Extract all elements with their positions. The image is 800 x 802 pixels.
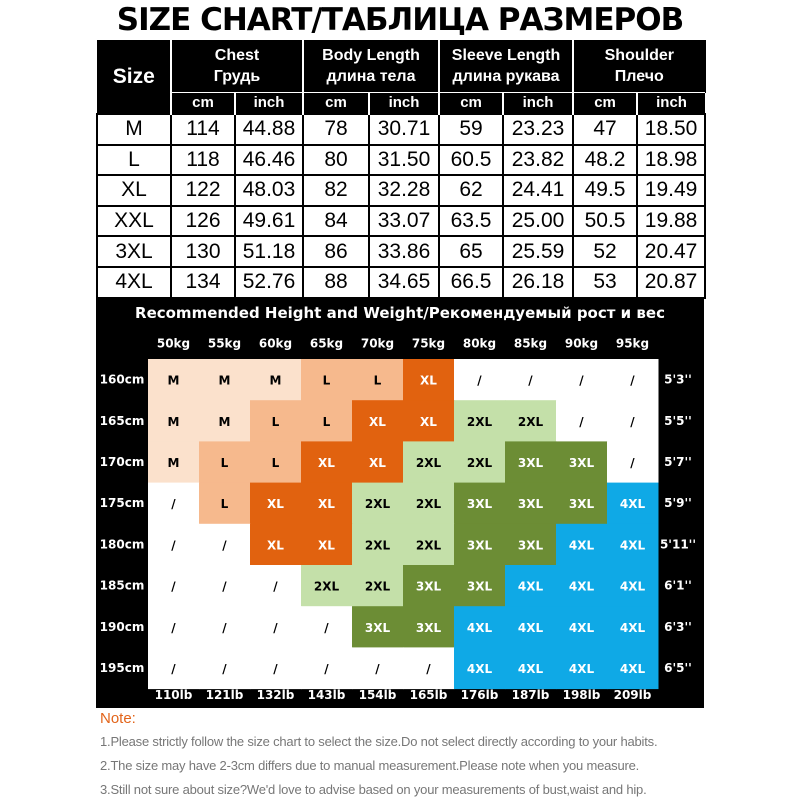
- weight-lb-label: 198lb: [562, 688, 601, 702]
- weight-lb-label: 165lb: [409, 688, 448, 702]
- size-grid-label: 4XL: [619, 538, 646, 553]
- size-header-row: [97, 40, 705, 92]
- size-grid-label: 3XL: [517, 538, 544, 553]
- size-grid-label: /: [324, 620, 329, 635]
- measurement-cell: 30.71: [369, 114, 439, 145]
- weight-lb-label: 143lb: [307, 688, 346, 702]
- size-grid-label: 3XL: [466, 497, 493, 512]
- size-row: [97, 145, 705, 176]
- size-grid-label: 3XL: [568, 456, 595, 470]
- weight-kg-label: 55kg: [207, 336, 242, 351]
- size-grid-label: /: [579, 373, 584, 388]
- note-line-1: 1.Please strictly follow the size chart to select the size.Do not select directly according to your habits.: [100, 734, 658, 749]
- measurement-cell: 50.5: [573, 206, 637, 237]
- sleeve-length-header-en: Sleeve Length: [451, 46, 561, 64]
- size-grid-label: L: [271, 456, 280, 470]
- height-cm-label: 195cm: [99, 661, 145, 675]
- shoulder-header-ru: Плечо: [614, 67, 664, 85]
- size-grid-label: /: [273, 620, 278, 635]
- chest-header: [171, 40, 303, 92]
- size-grid-label: /: [171, 579, 176, 594]
- shoulder-header: [573, 40, 705, 92]
- measurement-cell: 53: [573, 267, 637, 298]
- weight-kg-label: 60kg: [258, 336, 293, 351]
- measurement-cell: 47: [573, 114, 637, 145]
- measurement-cell: 24.41: [503, 175, 573, 206]
- size-grid-label: 3XL: [517, 456, 544, 470]
- height-cm-label: 165cm: [99, 413, 145, 428]
- measurement-cell: 19.49: [637, 175, 705, 206]
- weight-kg-label: 65kg: [309, 336, 344, 351]
- size-grid-label: 4XL: [568, 620, 595, 635]
- size-grid-label: 4XL: [619, 497, 646, 512]
- size-grid-label: XL: [318, 456, 335, 470]
- size-grid-label: /: [375, 662, 380, 676]
- height-ft-label: 5'5'': [664, 413, 692, 428]
- measurement-cell: 26.18: [503, 267, 573, 298]
- height-cm-label: 175cm: [99, 496, 145, 511]
- size-grid-label: 4XL: [517, 662, 544, 676]
- size-grid-label: 4XL: [619, 620, 646, 635]
- measurement-cell: 78: [303, 114, 369, 145]
- measurement-cell: 60.5: [439, 145, 503, 176]
- size-table: [96, 40, 706, 299]
- measurement-cell: 20.47: [637, 236, 705, 267]
- body-length-header-en: Body Length: [322, 46, 420, 64]
- size-grid-label: 4XL: [568, 538, 595, 553]
- measurement-cell: 63.5: [439, 206, 503, 237]
- size-grid-label: XL: [420, 414, 437, 429]
- size-grid-label: 2XL: [364, 579, 391, 594]
- size-grid-label: /: [426, 662, 431, 676]
- size-grid-label: 2XL: [466, 456, 493, 470]
- size-grid-label: /: [222, 620, 227, 635]
- weight-lb-label: 110lb: [154, 688, 193, 702]
- note-line-2: 2.The size may have 2-3cm differs due to manual measurement.Please note when you measure.: [100, 758, 640, 773]
- measurement-cell: 25.59: [503, 236, 573, 267]
- measurement-cell: 48.03: [235, 175, 303, 206]
- measurement-cell: 49.61: [235, 206, 303, 237]
- measurement-cell: 80: [303, 145, 369, 176]
- height-ft-label: 5'9'': [664, 496, 692, 511]
- size-grid-label: /: [630, 456, 635, 470]
- chart-title: SIZE CHART/ТАБЛИЦА РАЗМЕРОВ: [116, 2, 684, 38]
- size-grid-label: 2XL: [364, 538, 391, 553]
- measurement-cell: 122: [171, 175, 235, 206]
- weight-kg-label: 70kg: [360, 336, 395, 351]
- size-grid-label: M: [218, 414, 231, 429]
- height-cm-label: 180cm: [99, 537, 145, 552]
- measurement-cell: 20.87: [637, 267, 705, 298]
- weight-kg-label: 90kg: [564, 336, 599, 351]
- note-title: Note:: [100, 710, 136, 727]
- size-grid-label: XL: [369, 414, 386, 429]
- height-ft-label: 5'3'': [664, 372, 692, 387]
- height-ft-label: 5'7'': [664, 455, 692, 469]
- size-grid-label: L: [220, 456, 229, 470]
- size-grid-label: 4XL: [466, 620, 493, 635]
- size-grid-label: /: [222, 662, 227, 676]
- measurement-cell: 25.00: [503, 206, 573, 237]
- measurement-cell: 18.98: [637, 145, 705, 176]
- size-grid-label: /: [273, 579, 278, 594]
- size-grid-label: 2XL: [364, 497, 391, 512]
- size-grid-label: L: [271, 414, 280, 429]
- size-grid-label: XL: [369, 456, 386, 470]
- measurement-cell: 52.76: [235, 267, 303, 298]
- sleeve-length-header-ru: длина рукава: [452, 67, 560, 85]
- unit-header: inch: [637, 92, 705, 114]
- unit-header: cm: [303, 92, 369, 114]
- measurement-cell: 48.2: [573, 145, 637, 176]
- size-grid-label: /: [171, 538, 176, 553]
- recommended-title: Recommended Height and Weight/Рекомендуемый рост и вес: [135, 304, 665, 322]
- size-grid-label: 4XL: [619, 662, 646, 676]
- measurement-cell: 23.23: [503, 114, 573, 145]
- weight-lb-label: 187lb: [511, 688, 550, 702]
- measurement-cell: 65: [439, 236, 503, 267]
- recommended-grid: [96, 298, 704, 708]
- size-grid-label: L: [373, 373, 382, 388]
- measurement-cell: 88: [303, 267, 369, 298]
- weight-kg-label: 80kg: [462, 336, 497, 351]
- size-grid-label: XL: [267, 497, 284, 512]
- size-grid-label: XL: [318, 538, 335, 553]
- size-grid-label: M: [218, 373, 231, 388]
- measurement-cell: 23.82: [503, 145, 573, 176]
- measurement-cell: 114: [171, 114, 235, 145]
- measurement-cell: 118: [171, 145, 235, 176]
- size-grid-label: 4XL: [619, 579, 646, 594]
- measurement-cell: 32.28: [369, 175, 439, 206]
- size-cell: L: [97, 145, 171, 176]
- measurement-cell: 34.65: [369, 267, 439, 298]
- size-grid-label: /: [630, 373, 635, 388]
- measurement-cell: 82: [303, 175, 369, 206]
- measurement-cell: 52: [573, 236, 637, 267]
- size-grid-label: 3XL: [415, 579, 442, 594]
- size-grid-label: XL: [420, 373, 437, 388]
- recommended-section: [96, 298, 704, 708]
- size-grid-label: 2XL: [466, 414, 493, 429]
- weight-lb-label: 209lb: [613, 688, 652, 702]
- measurement-cell: 130: [171, 236, 235, 267]
- size-grid-label: XL: [318, 497, 335, 512]
- size-row: [97, 236, 705, 267]
- size-row: [97, 267, 705, 298]
- body-length-header-ru: длина тела: [326, 67, 416, 85]
- size-grid-label: 4XL: [517, 579, 544, 594]
- height-cm-label: 170cm: [99, 455, 145, 469]
- size-column-header: Size: [97, 40, 171, 114]
- notes-section: [100, 708, 720, 802]
- size-grid-label: /: [528, 373, 533, 388]
- size-grid-label: 4XL: [466, 662, 493, 676]
- size-grid-label: 3XL: [568, 497, 595, 512]
- size-grid-label: 2XL: [313, 579, 340, 594]
- measurement-cell: 18.50: [637, 114, 705, 145]
- size-grid-label: L: [322, 414, 331, 429]
- measurement-cell: 66.5: [439, 267, 503, 298]
- measurement-cell: 33.86: [369, 236, 439, 267]
- measurement-cell: 49.5: [573, 175, 637, 206]
- size-grid-label: M: [167, 456, 180, 470]
- unit-header-row: [97, 92, 705, 114]
- height-ft-label: 6'5'': [664, 661, 692, 675]
- size-grid-label: 2XL: [415, 497, 442, 512]
- size-grid-label: 4XL: [517, 620, 544, 635]
- size-grid-label: XL: [267, 538, 284, 553]
- size-grid-label: 2XL: [415, 538, 442, 553]
- measurement-cell: 59: [439, 114, 503, 145]
- size-grid-label: /: [171, 662, 176, 676]
- weight-lb-label: 132lb: [256, 688, 295, 702]
- size-grid-label: M: [167, 373, 180, 388]
- size-row: [97, 114, 705, 145]
- weight-kg-label: 75kg: [411, 336, 446, 351]
- height-cm-label: 185cm: [99, 578, 145, 593]
- height-cm-label: 160cm: [99, 372, 145, 387]
- measurement-cell: 134: [171, 267, 235, 298]
- size-grid-label: M: [269, 373, 282, 388]
- measurement-cell: 46.46: [235, 145, 303, 176]
- weight-lb-label: 176lb: [460, 688, 499, 702]
- sleeve-length-header: [439, 40, 573, 92]
- size-grid-label: /: [273, 662, 278, 676]
- size-cell: M: [97, 114, 171, 145]
- weight-lb-label: 121lb: [205, 688, 244, 702]
- size-grid-label: 4XL: [568, 662, 595, 676]
- size-grid-label: 4XL: [568, 579, 595, 594]
- size-grid-label: /: [324, 662, 329, 676]
- measurement-cell: 126: [171, 206, 235, 237]
- unit-header: inch: [235, 92, 303, 114]
- size-grid-label: 3XL: [517, 497, 544, 512]
- measurement-cell: 33.07: [369, 206, 439, 237]
- size-grid-label: M: [167, 414, 180, 429]
- height-ft-label: 6'3'': [664, 619, 692, 634]
- chest-header-en: Chest: [214, 46, 260, 64]
- size-grid-label: 3XL: [364, 620, 391, 635]
- unit-header: inch: [503, 92, 573, 114]
- size-row: [97, 175, 705, 206]
- size-grid-label: L: [322, 373, 331, 388]
- height-cm-label: 190cm: [99, 619, 145, 634]
- weight-kg-label: 95kg: [615, 336, 650, 351]
- size-grid-label: /: [222, 538, 227, 553]
- size-grid-label: /: [477, 373, 482, 388]
- unit-header: cm: [171, 92, 235, 114]
- size-grid-label: 3XL: [466, 579, 493, 594]
- weight-kg-label: 50kg: [156, 336, 191, 351]
- size-grid-label: 2XL: [415, 456, 442, 470]
- note-line-3: 3.Still not sure about size?We'd love to advise based on your measurements of bust,waist and hip.: [100, 782, 647, 797]
- height-ft-label: 5'11'': [659, 537, 697, 552]
- measurement-cell: 19.88: [637, 206, 705, 237]
- size-cell: XL: [97, 175, 171, 206]
- unit-header: cm: [573, 92, 637, 114]
- size-grid-label: /: [222, 579, 227, 594]
- size-grid-label: 3XL: [415, 620, 442, 635]
- size-grid-label: /: [630, 414, 635, 429]
- size-grid-label: /: [579, 414, 584, 429]
- weight-kg-label: 85kg: [513, 336, 548, 351]
- unit-header: inch: [369, 92, 439, 114]
- body-length-header: [303, 40, 439, 92]
- weight-lb-label: 154lb: [358, 688, 397, 702]
- size-grid-label: L: [220, 497, 229, 512]
- size-row: [97, 206, 705, 237]
- measurement-cell: 51.18: [235, 236, 303, 267]
- size-grid-label: 3XL: [466, 538, 493, 553]
- size-grid-label: /: [171, 497, 176, 512]
- chest-header-ru: Грудь: [213, 67, 261, 85]
- measurement-cell: 31.50: [369, 145, 439, 176]
- size-grid-label: /: [171, 620, 176, 635]
- measurement-cell: 84: [303, 206, 369, 237]
- shoulder-header-en: Shoulder: [604, 46, 674, 64]
- size-grid-label: 2XL: [517, 414, 544, 429]
- measurement-cell: 62: [439, 175, 503, 206]
- measurement-cell: 86: [303, 236, 369, 267]
- size-cell: 4XL: [97, 267, 171, 298]
- unit-header: cm: [439, 92, 503, 114]
- size-cell: XXL: [97, 206, 171, 237]
- height-ft-label: 6'1'': [664, 578, 692, 593]
- size-cell: 3XL: [97, 236, 171, 267]
- measurement-cell: 44.88: [235, 114, 303, 145]
